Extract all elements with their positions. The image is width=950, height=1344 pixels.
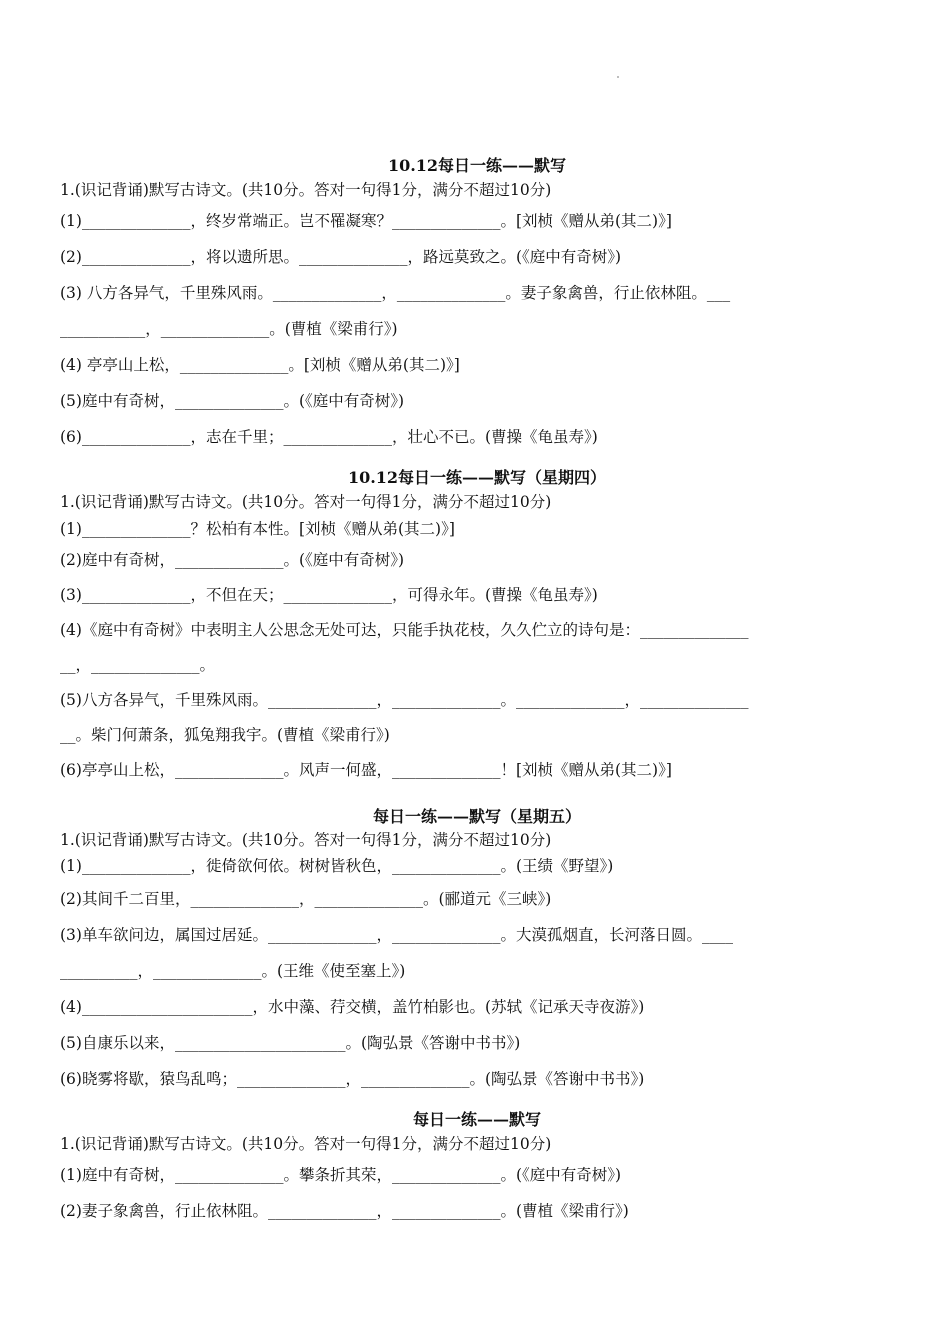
question-line: (4)______________________，水中藻、荇交横，盖竹柏影也。(苏轼《记承天寺夜游》) xyxy=(60,998,645,1016)
question-line: (3)单车欲问边，属国过居延。______________，______________。大漠孤烟直，长河落日圆。____ xyxy=(60,926,733,944)
section-title: 10.12每日一练——默写 xyxy=(387,156,567,175)
question-line: (1)______________，终岁常端正。岂不罹凝寒？______________。[刘桢《赠从弟(其二)》] xyxy=(60,212,672,230)
section-2 xyxy=(60,467,894,788)
question-line: (4)《庭中有奇树》中表明主人公思念无处可达，只能手执花枝，久久伫立的诗句是：______________ xyxy=(60,621,749,639)
section-title: 每日一练——默写 xyxy=(412,1110,541,1129)
section-3 xyxy=(60,806,894,1097)
question-line: (4) 亭亭山上松，______________。[刘桢《赠从弟(其二)》] xyxy=(60,356,460,374)
scan-dot xyxy=(617,76,619,78)
instruction: 1.(识记背诵)默写古诗文。(共10分。答对一句得1分，满分不超过10分) xyxy=(60,1135,552,1153)
question-line: (5)庭中有奇树，______________。(《庭中有奇树》) xyxy=(60,392,405,410)
section-title: 10.12每日一练——默写（星期四） xyxy=(347,468,607,487)
question-line: __________，______________。(王维《使至塞上》) xyxy=(60,962,406,980)
question-line: (1)庭中有奇树，______________。攀条折其荣，______________。(《庭中有奇树》) xyxy=(60,1166,622,1184)
question-line: (2)庭中有奇树，______________。(《庭中有奇树》) xyxy=(60,551,405,569)
question-line: (6)晓雾将歇，猿鸟乱鸣；______________，______________。(陶弘景《答谢中书书》) xyxy=(60,1070,645,1088)
question-line: __。柴门何萧条，狐兔翔我宇。(曹植《梁甫行》) xyxy=(60,726,390,744)
instruction: 1.(识记背诵)默写古诗文。(共10分。答对一句得1分，满分不超过10分) xyxy=(60,493,552,511)
question-line: (5)自康乐以来，______________________。(陶弘景《答谢中书书》) xyxy=(60,1034,521,1052)
question-line: __，______________。 xyxy=(60,656,216,674)
section-1 xyxy=(60,155,894,455)
section-title: 每日一练——默写（星期五） xyxy=(372,807,581,826)
instruction: 1.(识记背诵)默写古诗文。(共10分。答对一句得1分，满分不超过10分) xyxy=(60,831,552,849)
question-line: (3)______________，不但在天；______________，可得永年。(曹操《龟虽寿》) xyxy=(60,586,598,604)
instruction: 1.(识记背诵)默写古诗文。(共10分。答对一句得1分，满分不超过10分) xyxy=(60,181,552,199)
question-line: (6)______________，志在千里；______________，壮心不已。(曹操《龟虽寿》) xyxy=(60,428,598,446)
question-line: (5)八方各异气，千里殊风雨。______________，______________。______________，______________ xyxy=(60,691,749,709)
question-line: (2)妻子象禽兽，行止依林阻。______________，______________。(曹植《梁甫行》) xyxy=(60,1202,629,1220)
question-line: (1)______________，徙倚欲何依。树树皆秋色，______________。(王绩《野望》) xyxy=(60,857,614,875)
question-line: (1)______________？松柏有本性。[刘桢《赠从弟(其二)》] xyxy=(60,520,455,538)
section-4 xyxy=(60,1109,894,1229)
question-line: ___________，______________。(曹植《梁甫行》) xyxy=(60,320,398,338)
question-line: (2)______________，将以遗所思。______________，路远莫致之。(《庭中有奇树》) xyxy=(60,248,622,266)
question-line: (6)亭亭山上松，______________。风声一何盛，______________！[刘桢《赠从弟(其二)》] xyxy=(60,761,672,779)
question-line: (3) 八方各异气，千里殊风雨。______________，______________。妻子象禽兽，行止依林阻。___ xyxy=(60,284,731,302)
question-line: (2)其间千二百里，______________，______________。(郦道元《三峡》) xyxy=(60,890,552,908)
